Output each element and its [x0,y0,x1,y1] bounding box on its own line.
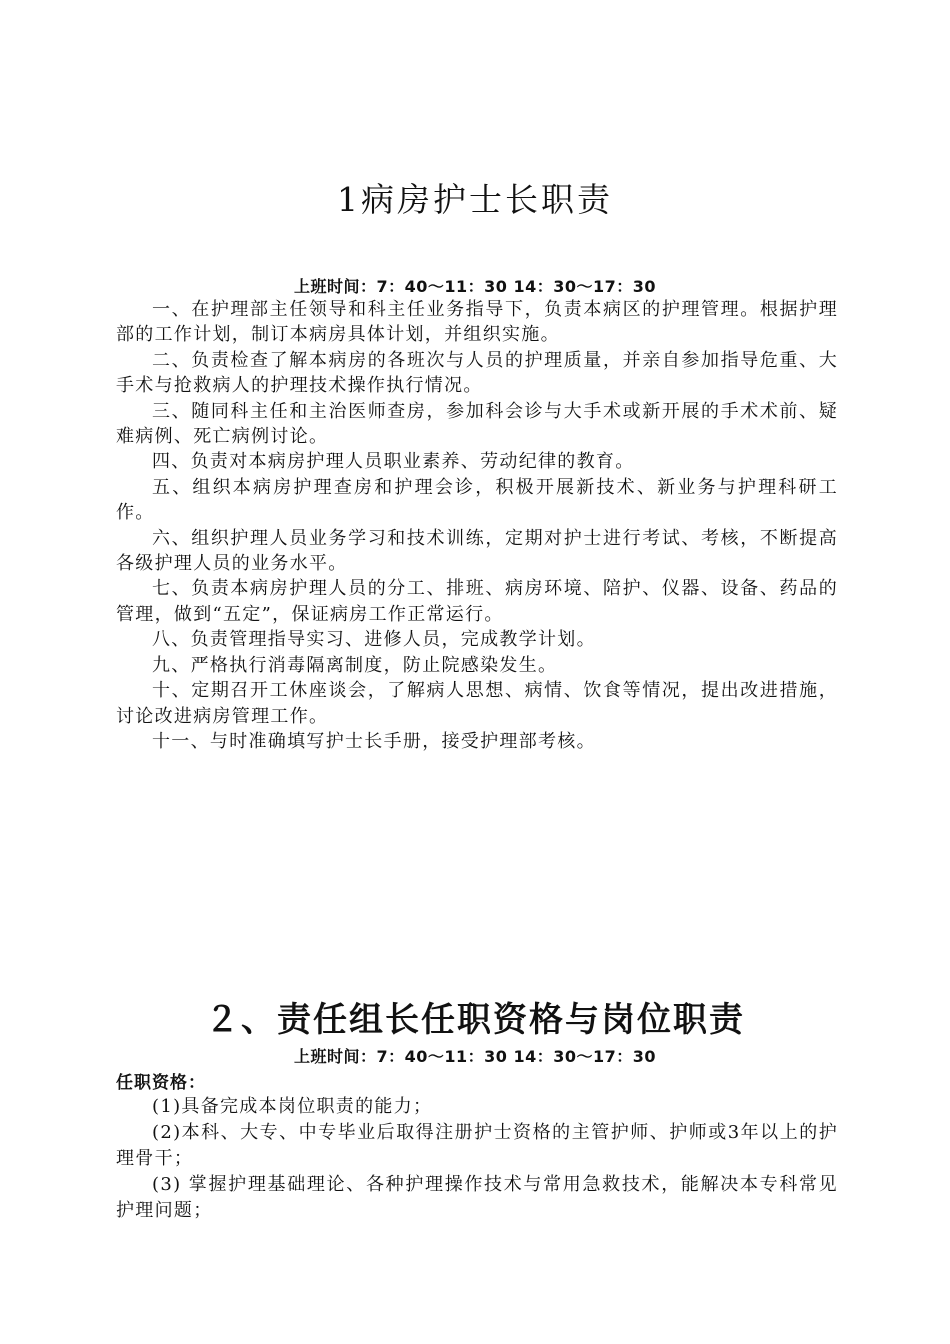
section1-title: 1病房护士长职责 [337,180,613,219]
qualification-item: (2)本科、大专、中专毕业后取得注册护士资格的主管护师、护师或3年以上的护理骨干； [116,1122,838,1169]
duty-paragraph: 十、定期召开工休座谈会，了解病人思想、病情、饮食等情况，提出改进措施，讨论改进病房管理工作。 [116,680,838,727]
qualification-heading: 任职资格： [116,1073,206,1093]
duty-paragraph: 七、负责本病房护理人员的分工、排班、病房环境、陪护、仪器、设备、药品的管理，做到“五定”，保证病房工作正常运行。 [116,578,838,625]
section2-qualifications [116,1094,838,1224]
qualification-item: (1)具备完成本岗位职责的能力； [152,1096,433,1117]
duty-paragraph: 六、组织护理人员业务学习和技术训练，定期对护士进行考试、考核，不断提高各级护理人员的业务水平。 [116,527,838,575]
duty-paragraph: 三、随同科主任和主治医师查房，参加科会诊与大手术或新开展的手术术前、疑难病例、死亡病例讨论。 [116,400,838,448]
duty-paragraph: 九、严格执行消毒隔离制度，防止院感染发生。 [152,654,558,676]
duty-paragraph: 四、负责对本病房护理人员职业素养、劳动纪律的教育。 [152,451,635,473]
section2-title: ２、责任组长任职资格与岗位职责 [205,1000,745,1040]
duty-paragraph: 十一、与时准确填写护士长手册，接受护理部考核。 [152,730,596,752]
section2-shift-time: 上班时间：7：40～11：30 14：30～17：30 [293,1047,657,1066]
duty-paragraph: 二、负责检查了解本病房的各班次与人员的护理质量，并亲自参加指导危重、大手术与抢救病人的护理技术操作执行情况。 [116,349,838,397]
section1-duties [116,297,838,754]
qualification-item: (3) 掌握护理基础理论、各种护理操作技术与常用急救技术，能解决本专科常见护理问题； [116,1174,838,1221]
duty-paragraph: 一、在护理部主任领导和科主任业务指导下，负责本病区的护理管理。根据护理部的工作计划，制订本病房具体计划，并组织实施。 [116,299,838,346]
section1-shift-time: 上班时间：7：40～11：30 14：30～17：30 [293,277,657,296]
duty-paragraph: 八、负责管理指导实习、进修人员，完成教学计划。 [152,629,596,651]
duty-paragraph: 五、组织本病房护理查房和护理会诊，积极开展新技术、新业务与护理科研工作。 [116,476,838,524]
